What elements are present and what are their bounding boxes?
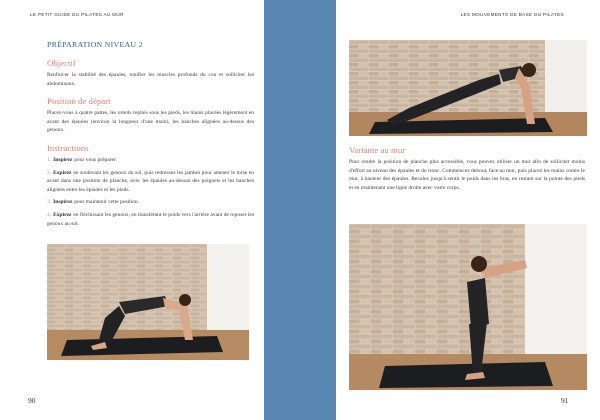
right-page: [336, 0, 600, 420]
step-verb: Expirez: [53, 169, 72, 176]
instruction-step: [47, 198, 254, 207]
plank-floor-illustration: [349, 40, 587, 136]
step-text: pour maintenir cette position.: [74, 199, 140, 206]
variante-block: [349, 145, 585, 192]
instruction-step: [47, 156, 254, 165]
instruction-step: [47, 211, 254, 228]
position-heading: Position de départ: [47, 96, 111, 107]
step-verb: Expirez: [53, 211, 72, 218]
step-verb: Inspirez: [53, 199, 73, 206]
plank-floor-photo: [349, 40, 587, 136]
left-page: [0, 0, 264, 420]
objectif-text: Renforcer la stabilité des épaules, tonifier les muscles profonds du cou et solliciter les abdominaux.: [47, 72, 254, 87]
step-verb: Inspirez: [53, 156, 73, 163]
step-text: pour vous préparer.: [74, 156, 117, 163]
instructions-list: [47, 156, 254, 228]
page-number-left: 90: [28, 396, 36, 405]
plank-wall-photo: [349, 224, 587, 390]
section-title: PRÉPARATION NIVEAU 2: [47, 40, 143, 49]
tabletop-illustration: [47, 244, 249, 360]
step-number: 2.: [47, 169, 52, 176]
running-head-left: LE PETIT GUIDE DU PILATES AU MUR: [30, 12, 124, 17]
step-number: 4.: [47, 211, 52, 218]
running-head-right: LES MOUVEMENTS DE BASE DU PILATES: [460, 12, 564, 17]
plank-wall-illustration: [349, 224, 587, 390]
step-text: en fléchissant les genoux, en transférant le poids vers l'arrière avant de reposer les genoux au sol.: [47, 211, 254, 227]
instruction-step: [47, 169, 254, 195]
tabletop-photo: [47, 244, 249, 360]
variante-text: Pour rendre la position de planche plus accessible, vous pouvez utiliser un mur afin de solliciter moins d'effort au niveau des épaules et du tronc. Commencez debout, face au mur, puis placez les mains contre le mur, à hauteur des épaules. Reculez jusqu'à sentir le poids dans les bras, en restant sur la pointe des pieds et en maintenant une ligne droite avec votre corps.: [349, 159, 585, 191]
variante-heading: Variante au mur: [349, 145, 406, 155]
objectif-heading: Objectif: [47, 58, 76, 68]
page-number-right: 91: [561, 396, 569, 405]
step-number: 1.: [47, 156, 52, 163]
position-text: Placez-vous à quatre pattes, les orteils repliés sous les pieds, les mains placées légèrement en avant des épaules (environ la longueur d'une main), les hanches alignées au-dessus des genoux.: [47, 110, 254, 134]
left-text-column: [47, 40, 254, 232]
step-number: 3.: [47, 199, 52, 206]
book-spine: [264, 0, 336, 420]
step-text: en soulevant les genoux du sol, puis redressez les jambes pour amener le torse en avant dans une position de planche, avec les épaules au-dessus des poignets et les hanches alignées entre les épaules et les pieds.: [47, 169, 254, 193]
instructions-heading: Instructions: [47, 142, 89, 153]
